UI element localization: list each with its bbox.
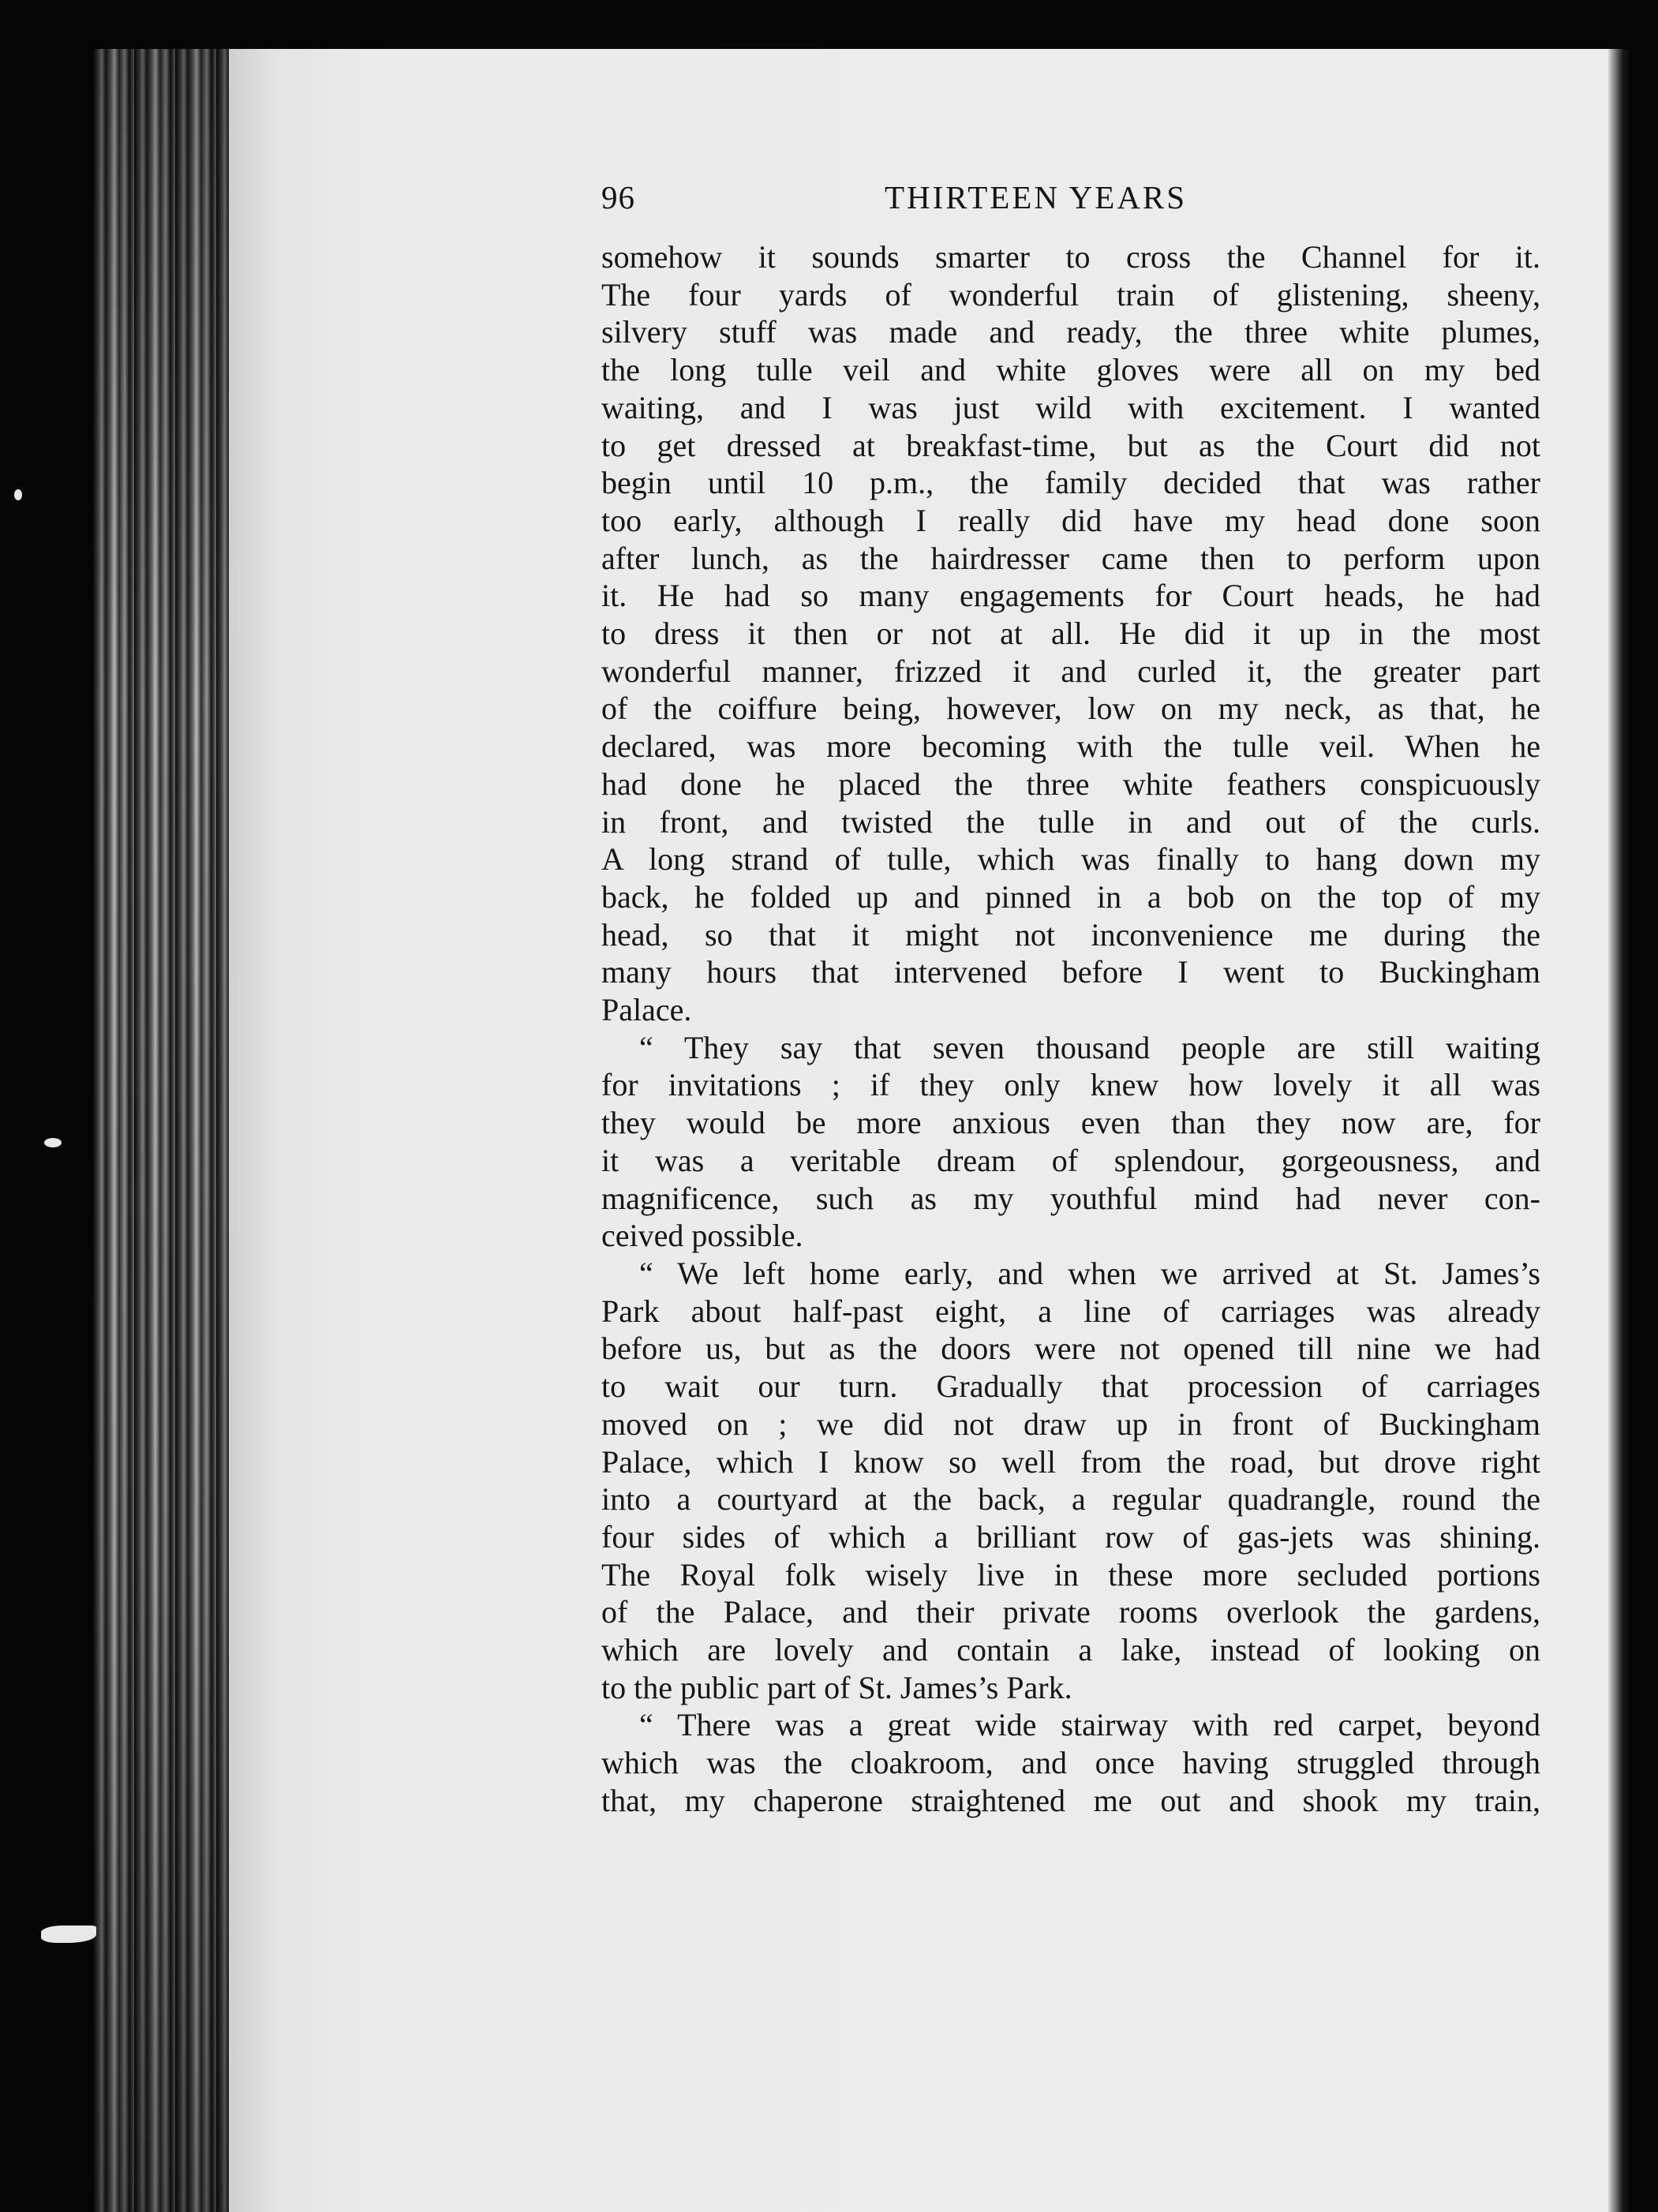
text-line: waiting, and I was just wild with excitement. I wanted — [601, 389, 1540, 425]
paragraph — [601, 1255, 1540, 1706]
text-line: to wait our turn. Gradually that procession of carriages — [601, 1368, 1540, 1405]
text-line: too early, although I really did have my head done soon — [601, 502, 1540, 538]
text-line: of the coiffure being, however, low on my neck, as that, he — [601, 691, 1540, 727]
text-line: A long strand of tulle, which was finally to hang down my — [601, 841, 1540, 878]
text-line: “ They say that seven thousand people are still waiting — [639, 1029, 1540, 1065]
page-right-edge — [1608, 49, 1632, 2212]
text-line: moved on ; we did not draw up in front of Buckingham — [601, 1405, 1540, 1442]
text-line: “ We left home early, and when we arrived at St. James’s — [639, 1255, 1540, 1291]
paragraph — [601, 238, 1540, 1029]
text-line: in front, and twisted the tulle in and out of the curls. — [601, 803, 1540, 840]
text-line: begin until 10 p.m., the family decided that was rather — [601, 465, 1540, 501]
text-line: head, so that it might not inconvenience me during the — [601, 916, 1540, 953]
text-line: the long tulle veil and white gloves were all on my bed — [601, 352, 1540, 388]
text-line: somehow it sounds smarter to cross the Channel for it. — [601, 239, 1540, 275]
text-line: it. He had so many engagements for Court heads, he had — [601, 578, 1540, 614]
text-line: that, my chaperone straightened me out and shook my train, — [601, 1782, 1540, 1818]
text-line: Palace, which I know so well from the road, but drove right — [601, 1443, 1540, 1480]
text-line: had done he placed the three white feathers conspicuously — [601, 765, 1540, 802]
text-line: which was the cloakroom, and once having struggled through — [601, 1745, 1540, 1781]
text-line: for invitations ; if they only knew how lovely it all was — [601, 1067, 1540, 1103]
text-line: many hours that intervened before I went to Buckingham — [601, 954, 1540, 990]
text-line: The Royal folk wisely live in these more secluded portions — [601, 1556, 1540, 1593]
text-line: Palace. — [601, 992, 692, 1028]
dust-speck — [14, 489, 22, 500]
text-line: they would be more anxious even than they now are, for — [601, 1105, 1540, 1141]
running-head: THIRTEEN YEARS — [885, 179, 1188, 215]
text-line: four sides of which a brilliant row of gas-jets was shining. — [601, 1518, 1540, 1555]
page-header — [601, 178, 1540, 223]
text-line: Park about half-past eight, a line of carriages was already — [601, 1293, 1540, 1329]
text-line: into a courtyard at the back, a regular quadrangle, round the — [601, 1481, 1540, 1518]
text-line: ceived possible. — [601, 1218, 803, 1254]
text-line: declared, was more becoming with the tulle veil. When he — [601, 728, 1540, 765]
spine-shadow — [93, 49, 229, 2212]
text-line: of the Palace, and their private rooms overlook the gardens, — [601, 1594, 1540, 1630]
text-line: back, he folded up and pinned in a bob on the top of my — [601, 878, 1540, 915]
body-text — [601, 238, 1540, 1820]
text-line: “ There was a great wide stairway with red carpet, beyond — [639, 1707, 1540, 1743]
dust-speck — [41, 1926, 96, 1943]
page-number: 96 — [601, 179, 635, 215]
text-line: to dress it then or not at all. He did it up in the most — [601, 616, 1540, 652]
text-line: The four yards of wonderful train of glistening, sheeny, — [601, 276, 1540, 313]
paragraph — [601, 1706, 1540, 1819]
text-line: it was a veritable dream of splendour, gorgeousness, and — [601, 1142, 1540, 1178]
text-line: which are lovely and contain a lake, instead of looking on — [601, 1632, 1540, 1668]
text-line: magnificence, such as my youthful mind had never con- — [601, 1180, 1540, 1216]
text-line: to the public part of St. James’s Park. — [601, 1669, 1072, 1705]
text-line: wonderful manner, frizzed it and curled it, the greater part — [601, 653, 1540, 689]
text-line: silvery stuff was made and ready, the three white plumes, — [601, 314, 1540, 350]
dust-speck — [44, 1138, 62, 1147]
text-line: after lunch, as the hairdresser came then to perform upon — [601, 540, 1540, 576]
text-line: to get dressed at breakfast-time, but as the Court did not — [601, 427, 1540, 463]
paragraph — [601, 1029, 1540, 1255]
text-line: before us, but as the doors were not opened till nine we had — [601, 1331, 1540, 1367]
